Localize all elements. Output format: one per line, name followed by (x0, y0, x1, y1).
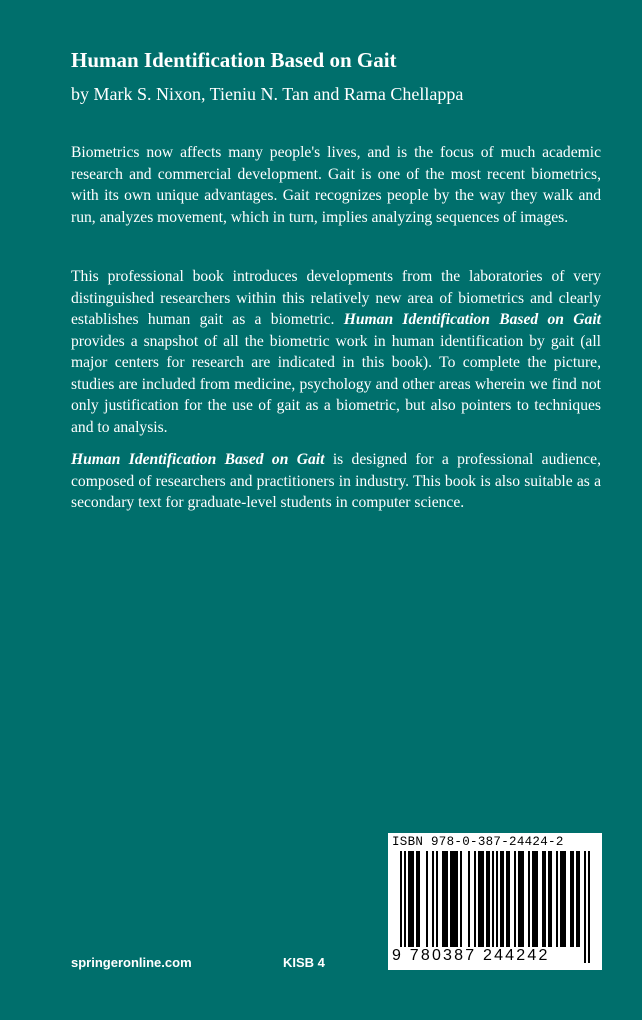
barcode-bar (478, 851, 480, 947)
barcode-bar (410, 851, 412, 947)
description-paragraph-1: Biometrics now affects many people's lives, and is the focus of much academic research and commercial development. Gait is one of the most recent biometrics, with its own unique advantages. Gait recognizes people by the way they walk and run, analyzes movement, which in turn, implies analyzing sequences of images. (71, 144, 601, 226)
barcode-bar (468, 851, 470, 947)
barcode-bar (442, 851, 444, 947)
barcode-bar (522, 851, 524, 947)
barcode-bar (548, 851, 550, 947)
barcode-bar (456, 851, 458, 947)
barcode-bar (482, 851, 484, 947)
barcode-bar (534, 851, 536, 947)
barcode-bar (452, 851, 454, 947)
barcode-bar (416, 851, 418, 947)
barcode-bar (506, 851, 508, 947)
barcode-bar (528, 851, 530, 947)
barcode-bar (486, 851, 488, 947)
isbn-label: ISBN 978-0-387-24424-2 (392, 835, 564, 849)
barcode-bar (572, 851, 574, 947)
barcode-bar (488, 851, 490, 947)
barcode-bar (408, 851, 410, 947)
paragraph-3-text-after: is designed for a professional audience, composed of researchers and practitioners in industry. This book is also suitable as a secondary text for graduate-level students in computer science. (71, 451, 601, 511)
description-paragraph-2 (71, 266, 601, 438)
barcode-bar (578, 851, 580, 947)
series-code: KISB 4 (283, 955, 325, 970)
barcode-bar (418, 851, 420, 947)
barcode-bar (444, 851, 446, 947)
barcode-bar (436, 851, 438, 947)
ean-digits: 9 780387 244242 (392, 947, 550, 964)
isbn-barcode (388, 833, 602, 970)
paragraph-3-book-title: Human Identification Based on Gait (71, 451, 325, 468)
paragraph-2-book-title: Human Identification Based on Gait (343, 311, 601, 328)
barcode-bar (584, 851, 586, 963)
barcode-bar (570, 851, 572, 947)
barcode-bar (500, 851, 502, 947)
barcode-bar (432, 851, 434, 947)
barcode-bar (564, 851, 566, 947)
book-title: Human Identification Based on Gait (71, 48, 397, 72)
barcode-bar (508, 851, 510, 947)
barcode-bar (450, 851, 452, 947)
barcode-bar (454, 851, 456, 947)
barcode-bar (460, 851, 462, 947)
paragraph-2-text-after: provides a snapshot of all the biometric work in human identification by gait (all major centers for research are indicated in this book). To complete the picture, studies are included from medicine, psychology and other areas wherein we find not only justification for the use of gait as a biometric, but also pointers to techniques and to analysis. (71, 332, 601, 436)
barcode-bar (550, 851, 552, 947)
barcode-bar (562, 851, 564, 947)
barcode-bar (520, 851, 522, 947)
barcode-bar (588, 851, 590, 963)
barcode-bar (514, 851, 516, 947)
barcode-bar (544, 851, 546, 947)
book-authors: by Mark S. Nixon, Tieniu N. Tan and Rama Chellappa (71, 84, 464, 104)
barcode-bar (576, 851, 578, 947)
barcode-bar (474, 851, 476, 947)
description-paragraph-3 (71, 449, 601, 514)
paragraph-2-text-before: This professional book introduces developments from the laboratories of very distinguished researchers within this relatively new area of biometrics and clearly establishes human gait as a biometric. (71, 268, 601, 328)
barcode-bar (502, 851, 504, 947)
barcode-bar (532, 851, 534, 947)
barcode-bar (446, 851, 448, 947)
barcode-bar (556, 851, 558, 947)
barcode-bar (536, 851, 538, 947)
barcode-bar (412, 851, 414, 947)
publisher-website: springeronline.com (71, 955, 192, 970)
barcode-bar (518, 851, 520, 947)
barcode-bar (426, 851, 428, 947)
barcode-bar (542, 851, 544, 947)
barcode-bar (480, 851, 482, 947)
barcode-bar (560, 851, 562, 947)
